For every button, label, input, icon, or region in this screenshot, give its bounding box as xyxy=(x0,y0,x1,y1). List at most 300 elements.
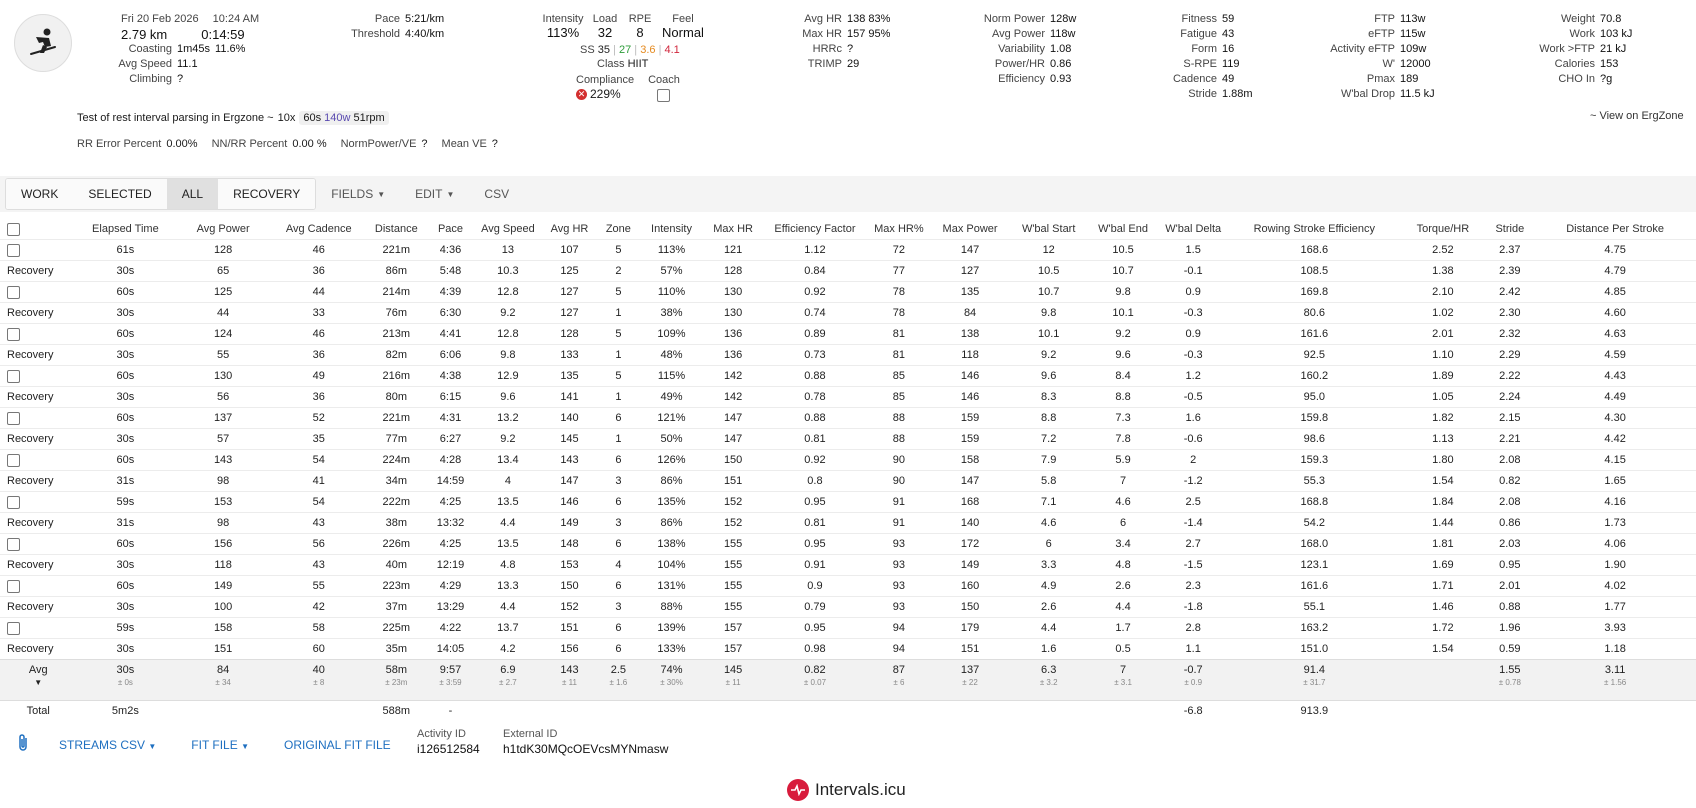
stat-value: 128w xyxy=(1050,13,1077,25)
interval-row[interactable] xyxy=(0,282,1696,303)
interval-row[interactable] xyxy=(0,555,1696,576)
threshold-label: Threshold xyxy=(351,28,400,40)
interval-row[interactable] xyxy=(0,429,1696,450)
table-cell: 3.4 xyxy=(1088,534,1158,555)
interval-row[interactable] xyxy=(0,618,1696,639)
column-header[interactable]: Intensity xyxy=(651,223,692,235)
select-all-checkbox[interactable] xyxy=(7,223,20,236)
table-cell: 168.8 xyxy=(1228,492,1400,513)
table-cell: 4.4 xyxy=(1009,618,1088,639)
table-cell: 168 xyxy=(931,492,1010,513)
table-cell: 90 xyxy=(867,450,931,471)
interval-row[interactable] xyxy=(0,345,1696,366)
table-cell: 44 xyxy=(272,282,366,303)
table-cell: 149 xyxy=(542,513,597,534)
stat-value: 1.88m xyxy=(1222,88,1253,100)
column-header[interactable]: W'bal Start xyxy=(1021,223,1076,235)
caret-down-icon: ▼ xyxy=(446,189,455,199)
table-cell: 4.4 xyxy=(474,597,542,618)
table-cell: 54 xyxy=(272,450,366,471)
table-cell: 4:36 xyxy=(427,240,474,261)
stat-label: Form xyxy=(1191,43,1217,55)
interval-row[interactable] xyxy=(0,408,1696,429)
stat-value: ?g xyxy=(1600,73,1613,85)
description-text: Test of rest interval parsing in Ergzone ~ xyxy=(77,112,274,124)
total-cell xyxy=(1009,701,1088,722)
table-cell: 38% xyxy=(640,303,704,324)
interval-checkbox[interactable] xyxy=(7,370,20,383)
table-cell: 2.6 xyxy=(1088,576,1158,597)
table-cell: 135 xyxy=(542,366,597,387)
table-cell: 0.59 xyxy=(1485,639,1534,660)
table-cell: 54.2 xyxy=(1228,513,1400,534)
compliance-fail-icon: ✕ xyxy=(577,88,586,99)
column-header[interactable]: Avg HR xyxy=(550,223,589,235)
total-cell xyxy=(867,701,931,722)
table-cell: 136 xyxy=(703,345,763,366)
column-header[interactable]: Avg Cadence xyxy=(285,223,352,235)
table-cell: 30s xyxy=(77,639,175,660)
table-cell: 90 xyxy=(867,471,931,492)
table-cell: 161.6 xyxy=(1228,324,1400,345)
intervals-icu-logo[interactable] xyxy=(787,779,906,801)
interval-checkbox[interactable] xyxy=(7,580,20,593)
interval-checkbox[interactable] xyxy=(7,328,20,341)
table-cell: 151 xyxy=(931,639,1010,660)
table-cell: 6 xyxy=(597,408,640,429)
table-cell: 43 xyxy=(272,513,366,534)
table-cell: 1.7 xyxy=(1088,618,1158,639)
table-cell: 57 xyxy=(174,429,272,450)
total-cell xyxy=(1400,701,1485,722)
stat-label: eFTP xyxy=(1368,28,1395,40)
table-cell: 92.5 xyxy=(1228,345,1400,366)
stat-row xyxy=(1520,57,1632,72)
load-value: 32 xyxy=(597,25,613,40)
table-cell: 179 xyxy=(931,618,1010,639)
table-cell: 5 xyxy=(597,282,640,303)
average-cell xyxy=(272,660,366,701)
filter-work-button[interactable]: WORK xyxy=(6,179,73,209)
hr-stats xyxy=(780,12,890,72)
average-value: 6.9 xyxy=(500,664,516,676)
table-cell: 49% xyxy=(640,387,704,408)
table-cell: 56 xyxy=(272,534,366,555)
interval-row[interactable] xyxy=(0,450,1696,471)
table-cell: 142 xyxy=(703,366,763,387)
stat-row xyxy=(1520,42,1632,57)
table-cell: 0.95 xyxy=(1485,555,1534,576)
table-cell: 1.72 xyxy=(1400,618,1485,639)
coach-checkbox[interactable] xyxy=(657,89,670,102)
filter-selected-button[interactable]: SELECTED xyxy=(73,179,166,209)
table-cell: 9.6 xyxy=(1088,345,1158,366)
table-cell: -0.3 xyxy=(1158,303,1228,324)
average-stddev: ± 6 xyxy=(893,678,905,687)
table-cell: 159 xyxy=(931,408,1010,429)
table-cell: 4.2 xyxy=(474,639,542,660)
stat-value: 12000 xyxy=(1400,58,1431,70)
table-cell: 52 xyxy=(272,408,366,429)
column-header[interactable]: Torque/HR xyxy=(1416,223,1470,235)
fit-file-button[interactable] xyxy=(191,738,249,752)
table-cell: 0.88 xyxy=(763,408,867,429)
interval-type-cell: Recovery xyxy=(0,471,77,492)
interval-type-cell xyxy=(0,534,77,555)
table-cell: 13.5 xyxy=(474,534,542,555)
table-cell: 2.32 xyxy=(1485,324,1534,345)
column-header[interactable]: Distance Per Stroke xyxy=(1566,223,1665,235)
table-cell: 55.1 xyxy=(1228,597,1400,618)
table-cell: 5:48 xyxy=(427,261,474,282)
stat-value: 115w xyxy=(1400,28,1426,40)
stat-label: Max HR xyxy=(802,28,842,40)
table-cell: 0.78 xyxy=(763,387,867,408)
total-row xyxy=(0,701,1696,722)
table-cell: 34m xyxy=(366,471,428,492)
total-cell: 588m xyxy=(366,701,428,722)
fields-menu-button[interactable] xyxy=(316,178,400,210)
interval-row[interactable] xyxy=(0,261,1696,282)
table-cell: 130 xyxy=(703,303,763,324)
average-stddev: ± 0.78 xyxy=(1498,678,1521,687)
column-header[interactable]: Pace xyxy=(437,223,464,235)
table-cell: 0.9 xyxy=(763,576,867,597)
table-cell: 4.30 xyxy=(1534,408,1696,429)
table-cell: 123.1 xyxy=(1228,555,1400,576)
chip-power: 140w xyxy=(324,112,351,124)
table-cell: 12.9 xyxy=(474,366,542,387)
interval-type-cell xyxy=(0,576,77,597)
interval-row[interactable] xyxy=(0,240,1696,261)
table-cell: 147 xyxy=(703,429,763,450)
average-cell xyxy=(1228,660,1400,701)
stat-row xyxy=(1310,42,1435,57)
table-cell: 9.6 xyxy=(474,387,542,408)
interval-checkbox[interactable] xyxy=(7,496,20,509)
table-cell: 9.8 xyxy=(1088,282,1158,303)
table-cell: 100 xyxy=(174,597,272,618)
table-cell: 0.81 xyxy=(763,429,867,450)
table-cell: 0.88 xyxy=(1485,597,1534,618)
stat-label: Power/HR xyxy=(994,58,1045,70)
stat-value: 21 kJ xyxy=(1600,43,1627,55)
hrv-value: 0.00% xyxy=(166,138,198,150)
column-header[interactable]: Distance xyxy=(374,223,418,235)
table-cell: 118 xyxy=(174,555,272,576)
table-cell: 2.5 xyxy=(1158,492,1228,513)
table-cell: 4.8 xyxy=(474,555,542,576)
table-cell: 153 xyxy=(174,492,272,513)
interval-filter-segment xyxy=(5,178,316,210)
table-cell: 13.2 xyxy=(474,408,542,429)
coasting-label: Coasting xyxy=(128,43,172,55)
table-cell: 40m xyxy=(366,555,428,576)
table-cell: 30s xyxy=(77,345,175,366)
hrv-label: NormPower/VE xyxy=(340,138,417,150)
interval-row[interactable] xyxy=(0,639,1696,660)
column-header[interactable]: Max HR xyxy=(713,223,753,235)
average-stddev: ± 31.7 xyxy=(1303,678,1326,687)
table-cell: 1.77 xyxy=(1534,597,1696,618)
table-cell: 13.7 xyxy=(474,618,542,639)
table-cell: 4.8 xyxy=(1088,555,1158,576)
total-cell: 913.9 xyxy=(1228,701,1400,722)
table-cell: 1 xyxy=(597,387,640,408)
streams-csv-button[interactable] xyxy=(59,738,156,752)
table-cell: -0.3 xyxy=(1158,345,1228,366)
interval-row[interactable] xyxy=(0,597,1696,618)
interval-checkbox[interactable] xyxy=(7,244,20,257)
rpe-value[interactable]: 8 xyxy=(636,25,644,40)
interval-row[interactable] xyxy=(0,534,1696,555)
stat-row xyxy=(1130,27,1253,42)
column-header[interactable]: Efficiency Factor xyxy=(774,223,856,235)
column-header[interactable]: W'bal Delta xyxy=(1165,223,1222,235)
interval-checkbox[interactable] xyxy=(7,538,20,551)
stat-row xyxy=(780,57,890,72)
table-cell: 55 xyxy=(174,345,272,366)
table-cell: 31s xyxy=(77,471,175,492)
table-cell: 1.6 xyxy=(1009,639,1088,660)
average-cell xyxy=(1534,660,1696,701)
activity-id-value: i126512584 xyxy=(417,742,480,756)
table-cell: 168.0 xyxy=(1228,534,1400,555)
table-cell: 151 xyxy=(542,618,597,639)
table-cell: 6 xyxy=(597,534,640,555)
table-cell: 2.30 xyxy=(1485,303,1534,324)
stat-row xyxy=(1310,57,1435,72)
interval-checkbox[interactable] xyxy=(7,286,20,299)
stat-row xyxy=(1130,57,1253,72)
csv-button[interactable] xyxy=(469,178,524,210)
table-cell: 121% xyxy=(640,408,704,429)
table-cell: 81 xyxy=(867,345,931,366)
table-cell: 60s xyxy=(77,450,175,471)
interval-row[interactable] xyxy=(0,387,1696,408)
table-cell: 147 xyxy=(931,471,1010,492)
workout-step-chip xyxy=(299,111,388,125)
stat-row xyxy=(960,72,1076,87)
interval-row[interactable] xyxy=(0,513,1696,534)
interval-checkbox[interactable] xyxy=(7,454,20,467)
stat-value: 153 xyxy=(1600,58,1619,70)
interval-type-cell: Recovery xyxy=(0,261,77,282)
average-label-cell[interactable] xyxy=(0,660,77,701)
table-cell: 2.22 xyxy=(1485,366,1534,387)
table-cell: -1.2 xyxy=(1158,471,1228,492)
table-cell: 151 xyxy=(174,639,272,660)
stat-value: 113w xyxy=(1400,13,1426,25)
table-cell: 7.8 xyxy=(1088,429,1158,450)
table-cell: 109% xyxy=(640,324,704,345)
table-cell: 133 xyxy=(542,345,597,366)
table-cell: 4.49 xyxy=(1534,387,1696,408)
table-cell: 14:59 xyxy=(427,471,474,492)
table-cell: 158 xyxy=(931,450,1010,471)
table-cell: 136 xyxy=(703,324,763,345)
interval-row[interactable] xyxy=(0,576,1696,597)
interval-row[interactable] xyxy=(0,324,1696,345)
table-cell: 1 xyxy=(597,345,640,366)
column-header[interactable]: W'bal End xyxy=(1098,223,1148,235)
table-cell: 10.5 xyxy=(1088,240,1158,261)
table-cell: 5.8 xyxy=(1009,471,1088,492)
table-cell: 156 xyxy=(542,639,597,660)
table-cell: 65 xyxy=(174,261,272,282)
table-cell: 135 xyxy=(931,282,1010,303)
table-cell: 2.24 xyxy=(1485,387,1534,408)
average-value: 143 xyxy=(560,664,579,676)
table-cell: 36 xyxy=(272,261,366,282)
interval-row[interactable] xyxy=(0,366,1696,387)
table-cell: 56 xyxy=(174,387,272,408)
table-cell: 2.08 xyxy=(1485,492,1534,513)
table-cell: 58 xyxy=(272,618,366,639)
interval-row[interactable] xyxy=(0,471,1696,492)
table-cell: 4.16 xyxy=(1534,492,1696,513)
column-header[interactable]: Rowing Stroke Efficiency xyxy=(1253,223,1376,235)
table-cell: 155 xyxy=(703,576,763,597)
stat-value: 59 xyxy=(1222,13,1235,25)
table-cell: 1.54 xyxy=(1400,471,1485,492)
paperclip-icon[interactable] xyxy=(16,733,36,756)
table-cell: 159 xyxy=(931,429,1010,450)
table-cell: 2.08 xyxy=(1485,450,1534,471)
table-cell: 152 xyxy=(542,597,597,618)
stat-label: Weight xyxy=(1560,13,1595,25)
table-cell: 10.1 xyxy=(1009,324,1088,345)
power-stats xyxy=(960,12,1076,87)
table-cell: 6 xyxy=(597,450,640,471)
column-header[interactable]: Zone xyxy=(605,223,631,235)
average-stddev: ± 3.1 xyxy=(1114,678,1132,687)
table-cell: 147 xyxy=(542,471,597,492)
table-cell: 147 xyxy=(703,408,763,429)
table-cell: 59s xyxy=(77,492,175,513)
column-header[interactable]: Avg Speed xyxy=(481,223,535,235)
stat-row xyxy=(960,12,1076,27)
average-row xyxy=(0,660,1696,701)
interval-checkbox[interactable] xyxy=(7,412,20,425)
stat-row xyxy=(1520,12,1632,27)
column-header[interactable]: Elapsed Time xyxy=(92,223,159,235)
stat-label: Cadence xyxy=(1172,73,1217,85)
table-cell: -1.5 xyxy=(1158,555,1228,576)
table-cell: 3.3 xyxy=(1009,555,1088,576)
chip-rpm: 51rpm xyxy=(353,112,385,124)
table-cell: 161.6 xyxy=(1228,576,1400,597)
total-cell xyxy=(640,701,704,722)
table-cell: 124 xyxy=(174,324,272,345)
original-fit-file-button[interactable]: ORIGINAL FIT FILE xyxy=(284,737,391,752)
table-cell: 6:06 xyxy=(427,345,474,366)
feel-value[interactable]: Normal xyxy=(662,25,704,40)
stat-value: 103 kJ xyxy=(1600,28,1633,40)
table-cell: 1.6 xyxy=(1158,408,1228,429)
table-cell: 135% xyxy=(640,492,704,513)
average-cell xyxy=(640,660,704,701)
stat-value: 0.86 xyxy=(1050,58,1072,70)
average-cell xyxy=(763,660,867,701)
interval-row[interactable] xyxy=(0,303,1696,324)
table-cell: 5 xyxy=(597,366,640,387)
stat-label: Calories xyxy=(1554,58,1595,70)
table-cell: 14:05 xyxy=(427,639,474,660)
stat-value: 118w xyxy=(1050,28,1076,40)
heartbeat-icon xyxy=(787,779,809,801)
average-value: 0.82 xyxy=(804,664,826,676)
filter-all-button[interactable]: ALL xyxy=(167,179,218,209)
table-cell: 3 xyxy=(597,513,640,534)
column-header[interactable]: Avg Power xyxy=(196,223,250,235)
table-cell: 85 xyxy=(867,387,931,408)
filter-recovery-button[interactable]: RECOVERY xyxy=(218,179,315,209)
table-cell: 138% xyxy=(640,534,704,555)
table-cell: 125 xyxy=(174,282,272,303)
table-cell: 4:28 xyxy=(427,450,474,471)
table-cell: 2.21 xyxy=(1485,429,1534,450)
table-cell: 125 xyxy=(542,261,597,282)
hrv-metric xyxy=(212,138,327,150)
table-cell: 104% xyxy=(640,555,704,576)
table-cell: 3.93 xyxy=(1534,618,1696,639)
skier-icon xyxy=(23,23,63,63)
stat-label: W'bal Drop xyxy=(1340,88,1395,100)
interval-type-cell xyxy=(0,324,77,345)
table-cell: 93 xyxy=(867,534,931,555)
table-cell: 1.1 xyxy=(1158,639,1228,660)
table-cell: 0.79 xyxy=(763,597,867,618)
average-value: 2.5 xyxy=(610,664,627,676)
total-cell xyxy=(763,701,867,722)
table-cell: 2.8 xyxy=(1158,618,1228,639)
table-cell: 0.9 xyxy=(1158,282,1228,303)
table-cell: 6 xyxy=(597,576,640,597)
column-header[interactable]: Max HR% xyxy=(874,223,924,235)
view-on-ergzone-link[interactable]: ~ View on ErgZone xyxy=(1590,110,1684,122)
average-stddev: ± 1.6 xyxy=(609,678,628,687)
table-cell: 44 xyxy=(174,303,272,324)
coasting-pct: 11.6% xyxy=(215,43,246,55)
table-cell: 1.96 xyxy=(1485,618,1534,639)
table-cell: 1.18 xyxy=(1534,639,1696,660)
average-stddev: ± 2.7 xyxy=(499,678,517,687)
interval-checkbox[interactable] xyxy=(7,622,20,635)
table-cell: 0.8 xyxy=(763,471,867,492)
table-cell: 6:15 xyxy=(427,387,474,408)
stat-label: Avg HR xyxy=(804,13,842,25)
table-cell: 13:29 xyxy=(427,597,474,618)
interval-row[interactable] xyxy=(0,492,1696,513)
column-header[interactable]: Stride xyxy=(1495,223,1525,235)
table-cell: 0.92 xyxy=(763,450,867,471)
table-cell: -0.1 xyxy=(1158,261,1228,282)
stat-value: 49 xyxy=(1222,73,1235,85)
interval-type-cell xyxy=(0,240,77,261)
interval-type-cell: Recovery xyxy=(0,555,77,576)
table-cell: 108.5 xyxy=(1228,261,1400,282)
description-reps: 10x xyxy=(277,112,296,124)
column-header[interactable]: Max Power xyxy=(942,223,998,235)
table-cell: 5 xyxy=(597,240,640,261)
stat-row xyxy=(1520,72,1632,87)
edit-menu-button[interactable] xyxy=(400,178,469,210)
stat-value: 157 95% xyxy=(847,28,891,40)
table-cell: 151 xyxy=(703,471,763,492)
table-cell: 9.8 xyxy=(474,345,542,366)
table-cell: 146 xyxy=(542,492,597,513)
